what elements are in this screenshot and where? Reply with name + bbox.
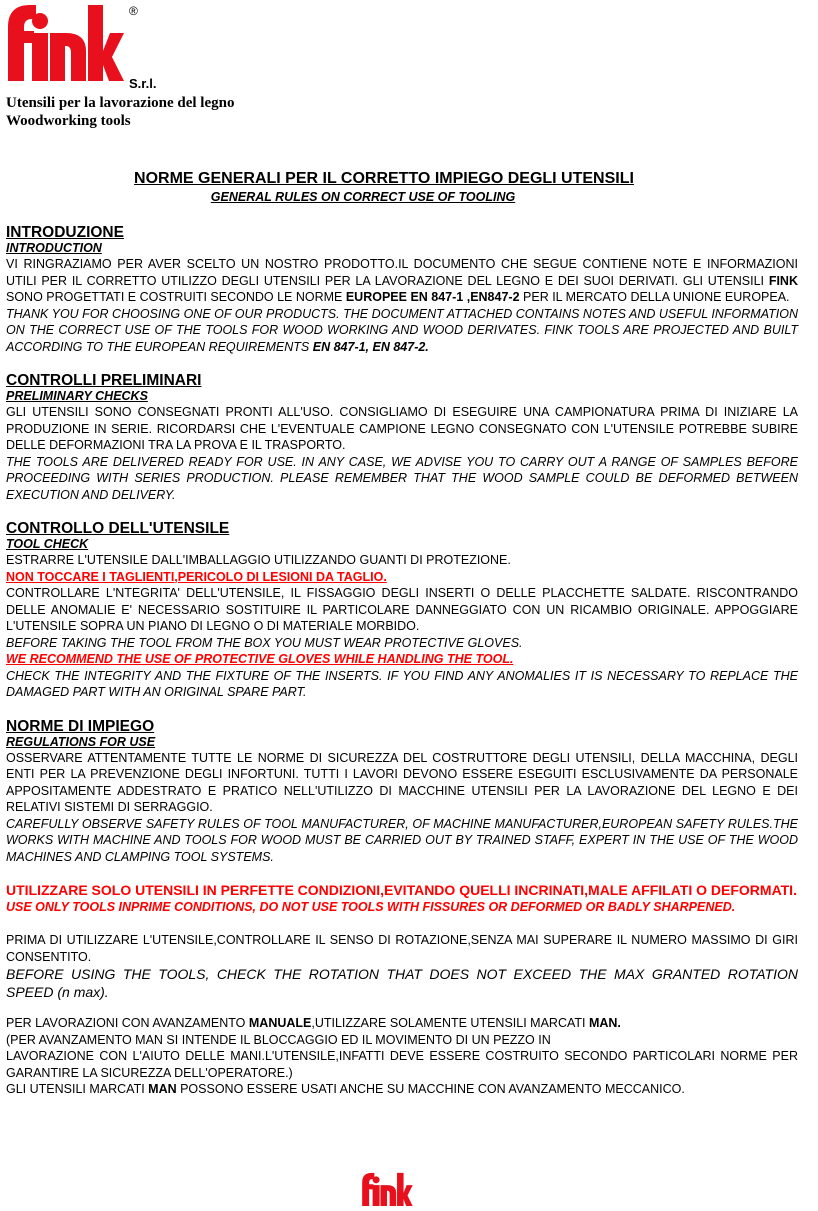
section-subtitle: PRELIMINARY CHECKS (6, 389, 148, 403)
paragraph: CONTROLLARE L'NTEGRITA' DELL'UTENSILE, IL FISSAGGIO DEGLI INSERTI O DELLE PLACCHETTE SALDATE. RISCONTRANDO DELLE ANOMALIE E' NECESSARIO SOSTITUIRE IL PARTICOLARE DANNEGGIATO CON UN RICAMBIO ORIGINALE. APPOGGIARE L'UTENSILE SOPRA UN PIANO DI LEGNO O DI MATERIALE MORBIDO. (6, 586, 798, 633)
section-subtitle: REGULATIONS FOR USE (6, 734, 156, 749)
document-subtitle: GENERAL RULES ON CORRECT USE OF TOOLING (210, 190, 516, 204)
section-title: NORME DI IMPIEGO (6, 717, 155, 735)
warning-english: WE RECOMMEND THE USE OF PROTECTIVE GLOVES WHILE HANDLING THE TOOL. (6, 652, 514, 666)
warning-italian: UTILIZZARE SOLO UTENSILI IN PERFETTE CONDIZIONI,EVITANDO QUELLI INCRINATI,MALE AFFILATI O DEFORMATI. (6, 882, 797, 898)
paragraph: ESTRARRE L'UTENSILE DALL'IMBALLAGGIO UTILIZZANDO GUANTI DI PROTEZIONE. (6, 553, 511, 567)
paragraph: PER LAVORAZIONI CON AVANZAMENTO MANUALE,UTILIZZARE SOLAMENTE UTENSILI MARCATI MAN. (6, 1016, 621, 1030)
company-suffix: S.r.l. (129, 76, 157, 91)
paragraph-english: CHECK THE INTEGRITY AND THE FIXTURE OF THE INSERTS. IF YOU FIND ANY ANOMALIES IT IS NECESSARY TO REPLACE THE DAMAGED PART WITH AN ORIGINAL SPARE PART. (6, 668, 798, 699)
document-title: NORME GENERALI PER IL CORRETTO IMPIEGO DEGLI UTENSILI (134, 170, 634, 187)
section-title: CONTROLLO DELL'UTENSILE (6, 520, 230, 537)
paragraph: GLI UTENSILI MARCATI MAN POSSONO ESSERE USATI ANCHE SU MACCHINE CON AVANZAMENTO MECCANICO. (6, 1082, 685, 1096)
paragraph-english: THANK YOU FOR CHOOSING ONE OF OUR PRODUCTS. THE DOCUMENT ATTACHED CONTAINS NOTES AND USEFUL INFORMATION ON THE CORRECT USE OF THE TOOLS FOR WOOD WORKING AND WOOD DERIVATES. FINK TOOLS ARE PROJECTED AND BUILT ACCORDING TO THE EUROPEAN REQUIREMENTS EN 847-1, EN 847-2. (6, 306, 798, 354)
section-title: INTRODUZIONE (6, 224, 124, 241)
warning-english: USE ONLY TOOLS INPRIME CONDITIONS, DO NOT USE TOOLS WITH FISSURES OR DEFORMED OR BADLY SHARPENED. (6, 899, 736, 914)
paragraph: (PER AVANZAMENTO MAN SI INTENDE IL BLOCCAGGIO ED IL MOVIMENTO DI UN PEZZO IN (6, 1032, 551, 1047)
paragraph: GLI UTENSILI SONO CONSEGNATI PRONTI ALL'USO. CONSIGLIAMO DI ESEGUIRE UNA CAMPIONATURA PRIMA DI INIZIARE LA PRODUZIONE IN SERIE. RICORDARSI CHE L'EVENTUALE CAMPIONE LEGNO CONSEGNATO CON L'UTENSILE POTREBBE SUBIRE DELLE DEFORMAZIONI TRA LA PROVA E IL TRASPORTO. (6, 405, 798, 452)
paragraph: VI RINGRAZIAMO PER AVER SCELTO UN NOSTRO PRODOTTO.IL DOCUMENTO CHE SEGUE CONTIENE NOTE E INFORMAZIONI UTILI PER IL CORRETTO UTILIZZO DEGLI UTENSILI PER LA LAVORAZIONE DEL LEGNO E DEI SUOI DERIVATI. GLI UTENSILI FINK SONO PROGETTATI E COSTRUITI SECONDO LE NORME EUROPEE EN 847-1 ,EN847-2 PER IL MERCATO DELLA UNIONE EUROPEA. (6, 257, 798, 304)
registered-mark: ® (129, 4, 138, 18)
section-introduction (6, 224, 798, 355)
section-regulations (6, 718, 798, 1098)
tagline-italian: Utensili per la lavorazione del legno (6, 95, 235, 111)
fink-logo (6, 3, 124, 81)
paragraph-english: THE TOOLS ARE DELIVERED READY FOR USE. IN ANY CASE, WE ADVISE YOU TO CARRY OUT A RANGE OF SAMPLES BEFORE PROCEEDING WITH SERIES PRODUCTION. PLEASE REMEMBER THAT THE WOOD SAMPLE COULD BE DEFORMED BETWEEN EXECUTION AND DELIVERY. (6, 454, 798, 502)
company-tagline (6, 94, 406, 130)
paragraph-english: BEFORE USING THE TOOLS, CHECK THE ROTATION THAT DOES NOT EXCEED THE MAX GRANTED ROTATION SPEED (n max). (6, 966, 798, 1000)
document-body (6, 224, 798, 1098)
tagline-english: Woodworking tools (6, 113, 131, 129)
section-subtitle: INTRODUCTION (6, 241, 102, 255)
paragraph: PRIMA DI UTILIZZARE L'UTENSILE,CONTROLLARE IL SENSO DI ROTAZIONE,SENZA MAI SUPERARE IL NUMERO MASSIMO DI GIRI CONSENTITO. (6, 933, 798, 964)
paragraph: OSSERVARE ATTENTAMENTE TUTTE LE NORME DI SICUREZZA DEL COSTRUTTORE DEGLI UTENSILI, DELLA MACCHINA, DEGLI ENTI PER LA PREVENZIONE DEGLI INFORTUNI. TUTTI I LAVORI DEVONO ESSERE ESEGUITI ESCLUSIVAMENTE DA PERSONALE APPOSITAMENTE ADDESTRATO E PRATICO NELL'UTILIZZO DI MACCHINE UTENSILI PER LA LAVORAZIONE DEL LEGNO E DEI RELATIVI SISTEMI DI SERRAGGIO. (6, 750, 798, 814)
section-title: CONTROLLI PRELIMINARI (6, 372, 202, 389)
paragraph-english: BEFORE TAKING THE TOOL FROM THE BOX YOU MUST WEAR PROTECTIVE GLOVES. (6, 635, 523, 650)
warning-italian: NON TOCCARE I TAGLIENTI,PERICOLO DI LESIONI DA TAGLIO. (6, 569, 387, 584)
section-preliminary-checks (6, 372, 798, 503)
footer-fink-logo (360, 1172, 414, 1206)
section-subtitle: TOOL CHECK (6, 537, 89, 551)
paragraph-english: CAREFULLY OBSERVE SAFETY RULES OF TOOL MANUFACTURER, OF MACHINE MANUFACTURER,EUROPEAN SAFETY RULES.THE WORKS WITH MACHINE AND TOOLS FOR WOOD MUST BE CARRIED OUT BY TRAINED STAFF, EXPERT IN THE USE OF THE WOOD MACHINES AND CLAMPING TOOL SYSTEMS. (6, 816, 798, 864)
section-tool-check (6, 520, 798, 701)
paragraph: LAVORAZIONE CON L'AIUTO DELLE MANI.L'UTENSILE,INFATTI DEVE ESSERE COSTRUITO SECONDO PARTICOLARI NORME PER GARANTIRE LA SICUREZZA DELL'OPERATORE.) (6, 1049, 798, 1080)
